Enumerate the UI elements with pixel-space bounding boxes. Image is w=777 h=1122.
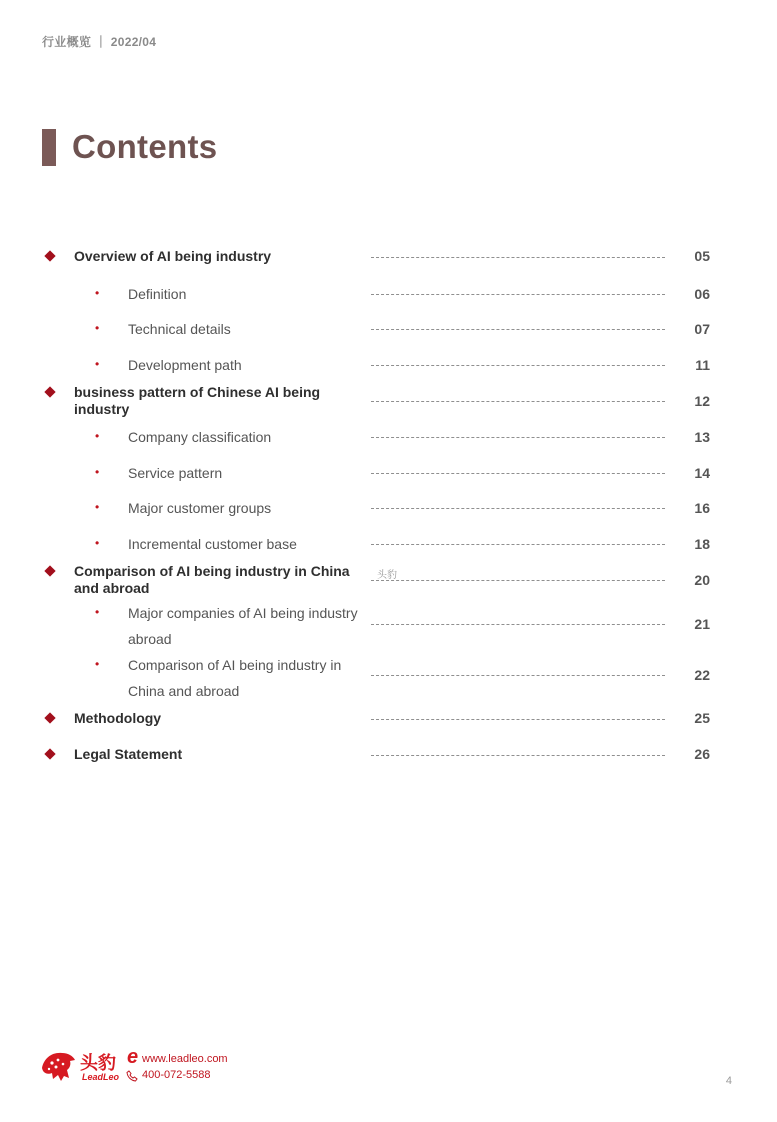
leader-dots: [371, 401, 665, 402]
diamond-bullet-icon: [44, 712, 55, 723]
footer-brand[interactable]: [40, 1046, 230, 1086]
logo-chinese-text: 头豹: [80, 1053, 116, 1074]
toc-page-number: 14: [694, 465, 710, 481]
leader-dots: [371, 257, 665, 258]
document-header: 行业概览 ｜ 2022/04: [42, 35, 157, 49]
round-bullet-icon: •: [95, 657, 100, 671]
toc-entry-label: Company classification: [128, 429, 272, 445]
toc-page-number: 06: [694, 286, 710, 302]
toc-entry-label: Comparison of AI being industry in China and abroad: [128, 657, 342, 699]
leader-dots: [371, 719, 665, 720]
toc-page-number: 05: [694, 248, 710, 264]
toc-page-number: 07: [694, 321, 710, 337]
website-link[interactable]: www.leadleo.com: [142, 1053, 228, 1065]
round-bullet-icon: •: [95, 286, 100, 300]
round-bullet-icon: •: [95, 321, 100, 335]
leader-dots: [371, 329, 665, 330]
toc-page-number: 21: [694, 616, 710, 632]
logo-english-text: LeadLeo: [82, 1072, 120, 1082]
round-bullet-icon: •: [95, 429, 100, 443]
leader-dots: [371, 437, 665, 438]
page-title: Contents: [72, 128, 218, 165]
leader-dots: [371, 473, 665, 474]
leader-dots: [371, 365, 665, 366]
toc-page-number: 26: [694, 746, 710, 762]
leopard-logo-icon: [40, 1048, 76, 1082]
toc-page-number: 22: [694, 667, 710, 683]
toc-page-number: 16: [694, 500, 710, 516]
toc-page-number: 11: [695, 357, 710, 373]
diamond-bullet-icon: [44, 748, 55, 759]
toc-entry-label: Overview of AI being industry: [74, 248, 272, 264]
toc-entry-label: Definition: [128, 286, 187, 302]
round-bullet-icon: •: [95, 605, 100, 619]
phone-number: 400-072-5588: [142, 1069, 211, 1081]
round-bullet-icon: •: [95, 500, 100, 514]
page-number: 4: [725, 1075, 732, 1087]
watermark: 头豹: [377, 570, 397, 581]
leader-dots: [371, 675, 665, 676]
toc-entry-label: Major customer groups: [128, 500, 272, 516]
page-title-block: [42, 128, 217, 166]
round-bullet-icon: •: [95, 465, 100, 479]
toc-page-number: 18: [694, 536, 710, 552]
phone-icon: [126, 1070, 138, 1082]
leader-dots: [371, 755, 665, 756]
toc-entry-label: Service pattern: [128, 465, 223, 481]
toc-entry-label: Legal Statement: [74, 746, 183, 762]
toc-page-number: 20: [694, 572, 710, 588]
title-accent-bar: [42, 129, 56, 166]
leader-dots: [371, 294, 665, 295]
toc-page-number: 13: [694, 429, 710, 445]
diamond-bullet-icon: [44, 250, 55, 261]
toc-page-number: 12: [694, 393, 710, 409]
toc-entry-label: Development path: [128, 357, 242, 373]
leader-dots: [371, 508, 665, 509]
diamond-bullet-icon: [44, 386, 55, 397]
diamond-bullet-icon: [44, 565, 55, 576]
toc-entry-label: Technical details: [128, 321, 231, 337]
leader-dots: [371, 624, 665, 625]
logo-e-mark: e: [127, 1046, 139, 1068]
leader-dots: [371, 544, 665, 545]
toc-entry-label: Methodology: [74, 710, 162, 726]
toc-entry-label: Incremental customer base: [128, 536, 297, 552]
toc-entry-label: Major companies of AI being industry abroad: [128, 605, 358, 647]
toc-entry-label: business pattern of Chinese AI being industry: [74, 384, 321, 417]
leader-dots: [371, 580, 665, 581]
round-bullet-icon: •: [95, 536, 100, 550]
round-bullet-icon: •: [95, 357, 100, 371]
toc-page-number: 25: [694, 710, 710, 726]
toc-entry-label: Comparison of AI being industry in China and abroad: [74, 563, 350, 596]
